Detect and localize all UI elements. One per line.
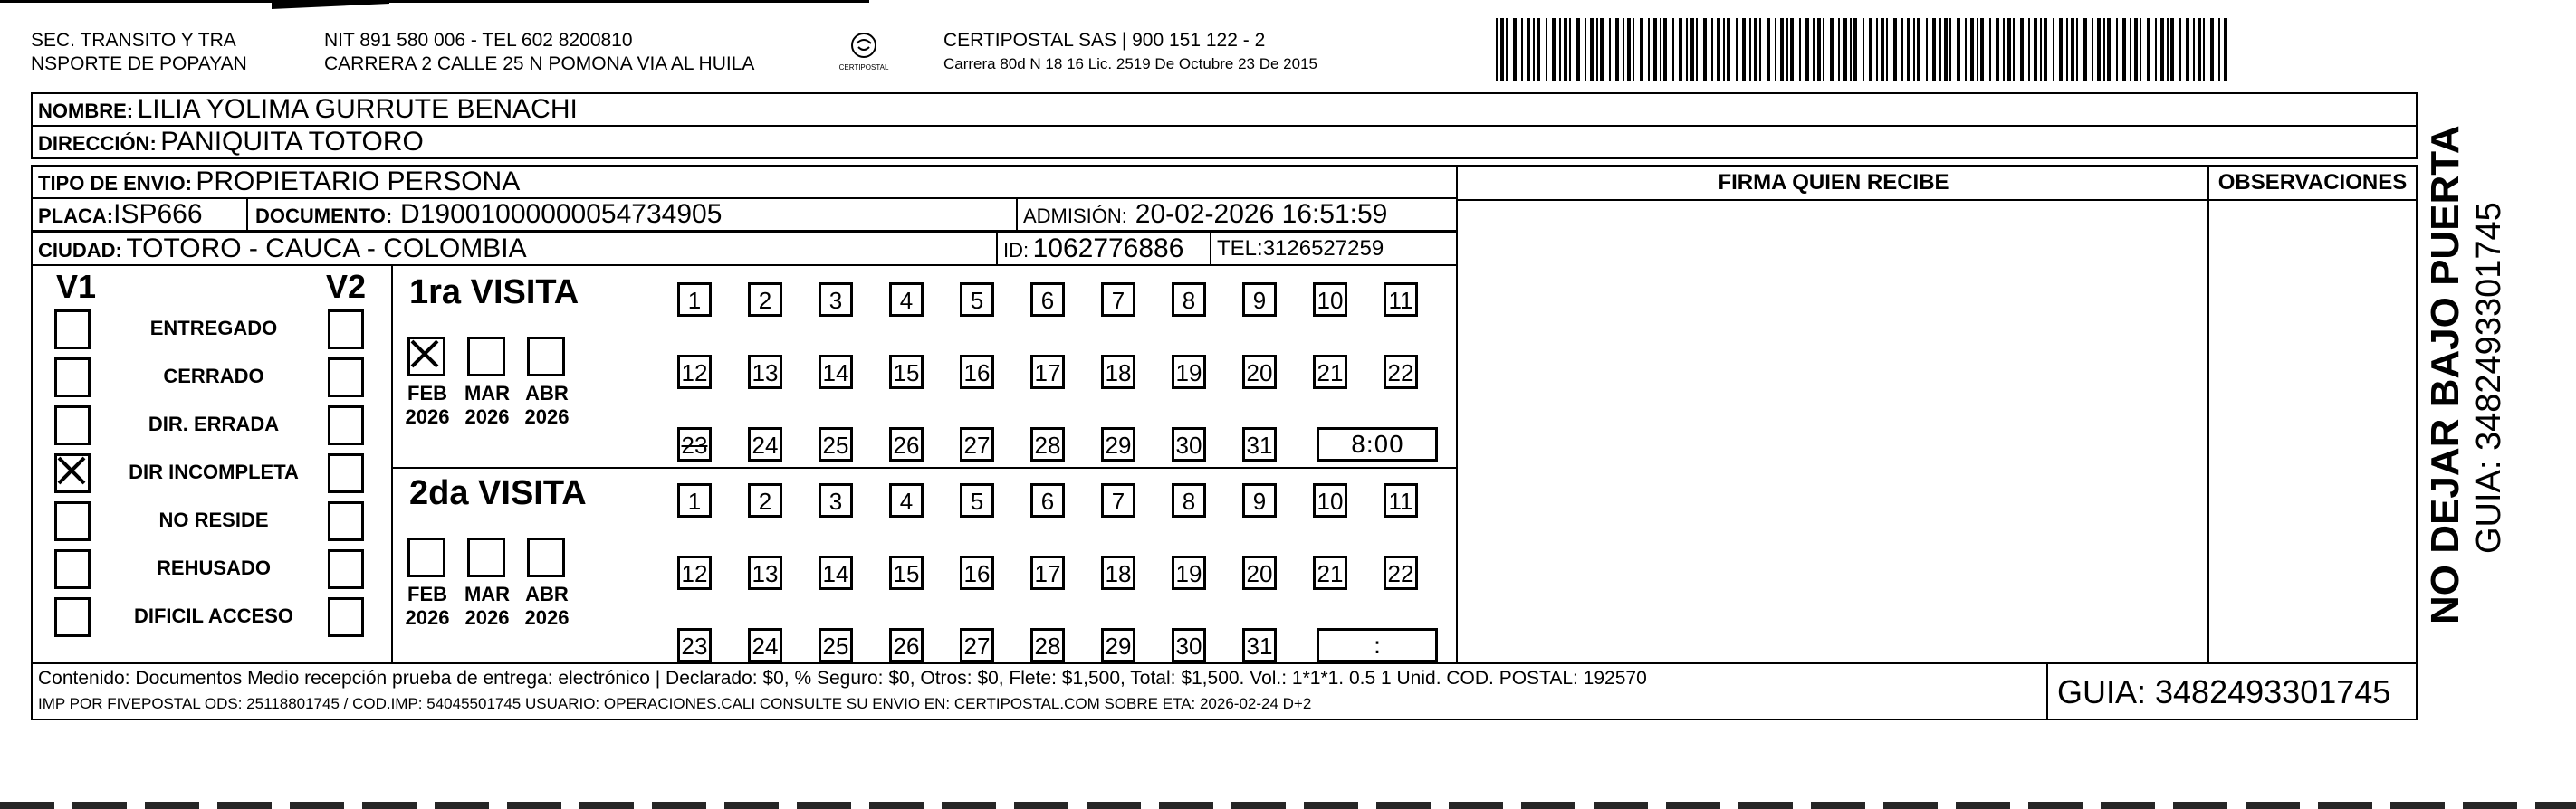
month-label	[520, 382, 574, 429]
barcode-bar	[2134, 18, 2138, 81]
month-checkbox[interactable]	[407, 337, 445, 376]
day-box[interactable]: 22	[1384, 556, 1418, 590]
barcode-bar	[1970, 18, 1974, 81]
month-checkbox[interactable]	[467, 538, 505, 577]
barcode-bar	[1546, 18, 1547, 81]
barcode-bar	[1876, 18, 1878, 81]
side-guia: GUIA: 3482493301745	[2470, 202, 2508, 554]
address-row	[31, 125, 2418, 159]
day-box[interactable]: 23	[677, 427, 712, 462]
barcode-bar	[1813, 18, 1815, 81]
status-label: DIR. ERRADA	[148, 413, 280, 435]
day-box[interactable]: 15	[889, 355, 924, 389]
day-box[interactable]: 19	[1172, 556, 1206, 590]
sender-line-1: SEC. TRANSITO Y TRA	[31, 30, 236, 51]
barcode-bar	[1533, 18, 1535, 81]
day-box[interactable]: 26	[889, 628, 924, 662]
month-year: 2026	[524, 606, 570, 629]
barcode-bar	[1609, 18, 1611, 81]
day-box[interactable]: 3	[819, 483, 853, 518]
barcode-bar	[1723, 18, 1725, 81]
barcode-bar	[1790, 18, 1794, 81]
company-block	[943, 29, 1317, 74]
barcode-bar	[1564, 18, 1567, 81]
barcode-bar	[2059, 18, 2063, 81]
barcode-bar	[2103, 18, 2105, 81]
day-box[interactable]: 31	[1242, 628, 1277, 662]
status-label: REHUSADO	[157, 557, 271, 579]
barcode-bar	[2040, 18, 2042, 81]
barcode-bar	[2083, 18, 2087, 81]
barcode-bar	[2028, 18, 2030, 81]
license-line: Carrera 80d N 18 16 Lic. 2519 De Octubre 23 De 2015	[943, 55, 1317, 72]
month-checkbox[interactable]	[527, 538, 565, 577]
status-label: DIFICIL ACCESO	[133, 604, 293, 627]
barcode-bar	[2224, 18, 2227, 81]
barcode-bar	[1742, 18, 1746, 81]
barcode-bar	[2167, 18, 2169, 81]
barcode-bar	[1648, 18, 1650, 81]
status-v1-checkbox[interactable]	[54, 549, 91, 589]
company-line: CERTIPOSTAL SAS | 900 151 122 - 2	[943, 30, 1266, 51]
observations-area	[2207, 165, 2418, 664]
barcode-bar	[2007, 18, 2011, 81]
barcode-bar	[1559, 18, 1561, 81]
day-box[interactable]: 1	[677, 282, 712, 317]
day-box[interactable]: 20	[1242, 355, 1277, 389]
barcode-bar	[1663, 18, 1667, 81]
barcode-bar	[2155, 18, 2157, 81]
content-line: Contenido: Documentos Medio recepción prueba de entrega: electrónico | Declarado: $0, % Seguro: $0, Otros: $0, Flete: $1,500, Total: $1,500. Vol.: 1*1*1. 0.5 1 Unid. COD. POSTAL: 192570	[38, 668, 1647, 689]
bottom-cut-line	[0, 802, 2576, 809]
barcode-bar	[2034, 18, 2037, 81]
barcode-bar	[1623, 18, 1624, 81]
barcode-bar	[1600, 18, 1604, 81]
month-name: ABR	[525, 583, 569, 605]
barcode-bar	[1640, 18, 1643, 81]
nit-line: NIT 891 580 006 - TEL 602 8200810	[324, 30, 633, 51]
barcode-bar	[1823, 18, 1824, 81]
id-label: ID:	[1003, 239, 1029, 262]
footer	[31, 662, 2418, 720]
barcode-bar	[1496, 18, 1498, 81]
time-box[interactable]: 8:00	[1317, 427, 1438, 462]
barcode-bar	[1633, 18, 1634, 81]
name-label: NOMBRE:	[38, 100, 134, 122]
barcode-bar	[1506, 18, 1508, 81]
barcode-bar	[1917, 18, 1920, 81]
barcode-bar	[1944, 18, 1948, 81]
status-v1-checkbox[interactable]	[54, 597, 91, 637]
document-label: DOCUMENTO:	[255, 205, 393, 227]
barcode-bar	[1863, 18, 1864, 81]
barcode-bar	[1838, 18, 1840, 81]
barcode-bar	[1881, 18, 1884, 81]
day-box[interactable]: 23	[677, 628, 712, 662]
type-label: TIPO DE ENVIO:	[38, 172, 192, 195]
status-v1-checkbox[interactable]	[54, 309, 91, 349]
day-box[interactable]: 2	[748, 483, 782, 518]
footer-guia: GUIA: 3482493301745	[2057, 673, 2391, 710]
barcode-bar	[1926, 18, 1928, 81]
day-box[interactable]: 13	[748, 355, 782, 389]
barcode-bar	[2066, 18, 2068, 81]
firma-label: FIRMA QUIEN RECIBE	[1718, 170, 1949, 195]
barcode-bar	[2003, 18, 2005, 81]
status-v2-checkbox[interactable]	[328, 405, 364, 445]
month-year: 2026	[405, 405, 450, 428]
no-dejar-warning: NO DEJAR BAJO PUERTA	[2423, 125, 2467, 624]
barcode-bar	[1805, 18, 1809, 81]
barcode-bar	[1569, 18, 1571, 81]
barcode-bar	[1537, 18, 1540, 81]
day-box[interactable]: 5	[960, 282, 994, 317]
time-box[interactable]: :	[1317, 628, 1438, 662]
day-box[interactable]: 7	[1101, 282, 1135, 317]
barcode-bar	[1736, 18, 1738, 81]
document-value: D19001000000054734905	[400, 199, 723, 229]
day-box[interactable]: 16	[960, 556, 994, 590]
barcode-bar	[1786, 18, 1788, 81]
day-box[interactable]: 8	[1172, 282, 1206, 317]
day-box[interactable]: 18	[1101, 556, 1135, 590]
day-box[interactable]: 6	[1030, 483, 1065, 518]
barcode-bar	[2097, 18, 2101, 81]
barcode-bar	[1521, 18, 1523, 81]
barcode-bar	[1690, 18, 1694, 81]
barcode-bar	[1552, 18, 1556, 81]
day-box[interactable]: 24	[748, 427, 782, 462]
status-v1-checkbox[interactable]	[54, 405, 91, 445]
barcode-bar	[1759, 18, 1761, 81]
name-row	[31, 92, 2418, 127]
logo-text: CERTIPOSTAL	[838, 63, 889, 71]
status-v2-checkbox[interactable]	[328, 453, 364, 493]
month-name: FEB	[407, 382, 447, 404]
day-box[interactable]: 11	[1384, 282, 1418, 317]
day-box[interactable]: 30	[1172, 427, 1206, 462]
day-box[interactable]: 14	[819, 355, 853, 389]
barcode-bar	[2170, 18, 2174, 81]
admission-value: 20-02-2026 16:51:59	[1135, 199, 1388, 229]
recipient-address: PANIQUITA TOTORO	[160, 127, 424, 157]
status-v1-checkbox[interactable]	[54, 357, 91, 397]
address-label: DIRECCIÓN:	[38, 132, 157, 155]
month-label	[400, 583, 455, 630]
barcode-bar	[2130, 18, 2131, 81]
barcode-bar	[1627, 18, 1631, 81]
barcode-bar	[2020, 18, 2024, 81]
barcode-bar	[2116, 18, 2118, 81]
barcode-bar	[2013, 18, 2015, 81]
month-name: ABR	[525, 382, 569, 404]
status-v2-checkbox[interactable]	[328, 597, 364, 637]
month-year: 2026	[524, 405, 570, 428]
month-label	[520, 583, 574, 630]
day-box[interactable]: 21	[1313, 355, 1347, 389]
visit-title: 1ra VISITA	[409, 273, 579, 311]
day-box[interactable]: 6	[1030, 282, 1065, 317]
month-checkbox[interactable]	[407, 538, 445, 577]
day-box[interactable]: 9	[1242, 282, 1277, 317]
month-year: 2026	[464, 606, 510, 629]
day-box[interactable]: 21	[1313, 556, 1347, 590]
barcode-bar	[2122, 18, 2126, 81]
day-box[interactable]: 12	[677, 355, 712, 389]
signature-area	[1456, 165, 2209, 664]
month-label	[460, 382, 514, 429]
barcode-bar	[1817, 18, 1821, 81]
barcode-bar	[1703, 18, 1707, 81]
barcode-bar	[1907, 18, 1910, 81]
tel-value: 3126527259	[1262, 236, 1384, 261]
barcode-bar	[1965, 18, 1967, 81]
tel-label: TEL:	[1217, 236, 1263, 261]
day-box[interactable]: 22	[1384, 355, 1418, 389]
day-box[interactable]: 13	[748, 556, 782, 590]
barcode-bar	[2160, 18, 2164, 81]
barcode-bar	[1980, 18, 1984, 81]
type-row	[31, 165, 1458, 199]
month-checkbox[interactable]	[527, 337, 565, 376]
barcode-bar	[1711, 18, 1713, 81]
day-box[interactable]: 12	[677, 556, 712, 590]
day-box[interactable]: 1	[677, 483, 712, 518]
plate-value: ISP666	[113, 199, 203, 229]
day-box[interactable]: 3	[819, 282, 853, 317]
barcode-bar	[1780, 18, 1784, 81]
barcode-bar	[1853, 18, 1857, 81]
status-v2-checkbox[interactable]	[328, 501, 364, 541]
certipostal-logo	[831, 27, 896, 81]
barcode-bar	[1679, 18, 1682, 81]
sender-block	[31, 29, 247, 76]
day-box[interactable]: 27	[960, 427, 994, 462]
status-v2-checkbox[interactable]	[328, 357, 364, 397]
shipment-type: PROPIETARIO PERSONA	[196, 167, 521, 196]
barcode-bar	[1660, 18, 1661, 81]
day-box[interactable]: 17	[1030, 556, 1065, 590]
admission-label: ADMISIÓN:	[1023, 205, 1127, 227]
day-box[interactable]: 8	[1172, 483, 1206, 518]
barcode-bar	[2076, 18, 2078, 81]
month-year: 2026	[405, 606, 450, 629]
day-box[interactable]: 15	[889, 556, 924, 590]
plate-row	[31, 197, 1458, 232]
day-box[interactable]: 29	[1101, 427, 1135, 462]
barcode-bar	[1843, 18, 1847, 81]
city-label: CIUDAD:	[38, 239, 122, 262]
day-box[interactable]: 10	[1313, 282, 1347, 317]
barcode-bar	[1672, 18, 1674, 81]
day-box[interactable]: 11	[1384, 483, 1418, 518]
barcode-bar	[1696, 18, 1698, 81]
barcode-bar	[1939, 18, 1941, 81]
barcode-bar	[1830, 18, 1834, 81]
barcode-bar	[2140, 18, 2141, 81]
day-box[interactable]: 26	[889, 427, 924, 462]
day-box[interactable]: 17	[1030, 355, 1065, 389]
barcode-bar	[1590, 18, 1594, 81]
barcode-bar	[2198, 18, 2201, 81]
barcode-bar	[1717, 18, 1720, 81]
barcode-bar	[1869, 18, 1872, 81]
day-box[interactable]: 31	[1242, 427, 1277, 462]
barcode-bar	[1596, 18, 1598, 81]
day-box[interactable]: 30	[1172, 628, 1206, 662]
barcode-bar	[1500, 18, 1504, 81]
day-box[interactable]: 24	[748, 628, 782, 662]
city-row	[31, 232, 1458, 266]
barcode-bar	[2044, 18, 2047, 81]
barcode-bar	[1727, 18, 1730, 81]
day-box[interactable]: 16	[960, 355, 994, 389]
day-box[interactable]: 10	[1313, 483, 1347, 518]
day-box[interactable]: 28	[1030, 628, 1065, 662]
status-v2-checkbox[interactable]	[328, 309, 364, 349]
barcode-bar	[2186, 18, 2189, 81]
barcode-bar	[1989, 18, 1991, 81]
barcode-bar	[1949, 18, 1951, 81]
barcode-bar	[2218, 18, 2220, 81]
plate-label: PLACA:	[38, 205, 114, 227]
barcode-bar	[1615, 18, 1619, 81]
barcode-bar	[2092, 18, 2093, 81]
barcode-bar	[1775, 18, 1776, 81]
barcode-bar	[2210, 18, 2214, 81]
barcode-bar	[1977, 18, 1978, 81]
day-box[interactable]: 29	[1101, 628, 1135, 662]
day-box[interactable]: 20	[1242, 556, 1277, 590]
status-label: DIR INCOMPLETA	[129, 461, 299, 483]
day-box[interactable]: 19	[1172, 355, 1206, 389]
barcode-bar	[1767, 18, 1770, 81]
barcode-bar	[2179, 18, 2181, 81]
nit-block	[324, 29, 754, 76]
barcode	[1496, 18, 2231, 81]
v2-label: V2	[326, 268, 367, 305]
month-year: 2026	[464, 405, 510, 428]
barcode-bar	[2147, 18, 2150, 81]
imp-line: IMP POR FIVEPOSTAL ODS: 25118801745 / COD.IMP: 54045501745 USUARIO: OPERACIONES.CALI CONSULTE SU ENVIO EN: CERTIPOSTAL.COM SOBRE ETA: 2026-02-24 D+2	[38, 695, 1312, 712]
barcode-bar	[1749, 18, 1751, 81]
barcode-bar	[1513, 18, 1517, 81]
barcode-bar	[2053, 18, 2054, 81]
barcode-bar	[1585, 18, 1586, 81]
barcode-bar	[1799, 18, 1801, 81]
day-box[interactable]: 14	[819, 556, 853, 590]
day-box[interactable]: 9	[1242, 483, 1277, 518]
status-v1-checkbox[interactable]	[54, 453, 91, 493]
barcode-bar	[2107, 18, 2111, 81]
barcode-bar	[1850, 18, 1852, 81]
month-name: MAR	[464, 382, 511, 404]
v1-label: V1	[56, 268, 97, 305]
barcode-bar	[1932, 18, 1936, 81]
barcode-bar	[1996, 18, 1999, 81]
barcode-bar	[2203, 18, 2205, 81]
barcode-bar	[1893, 18, 1897, 81]
status-label: NO RESIDE	[158, 509, 269, 531]
status-label: ENTREGADO	[149, 317, 278, 339]
visit-title: 2da VISITA	[409, 474, 587, 512]
barcode-bar	[1913, 18, 1915, 81]
barcode-bar	[1527, 18, 1530, 81]
day-box[interactable]: 7	[1101, 483, 1135, 518]
month-name: FEB	[407, 583, 447, 605]
barcode-bar	[1901, 18, 1903, 81]
month-checkbox[interactable]	[467, 337, 505, 376]
observations-label: OBSERVACIONES	[2217, 170, 2408, 195]
status-v1-checkbox[interactable]	[54, 501, 91, 541]
barcode-bar	[2071, 18, 2074, 81]
status-label: CERRADO	[163, 365, 264, 387]
day-box[interactable]: 5	[960, 483, 994, 518]
barcode-bar	[1653, 18, 1657, 81]
barcode-bar	[1686, 18, 1688, 81]
day-box[interactable]: 2	[748, 282, 782, 317]
day-box[interactable]: 27	[960, 628, 994, 662]
day-box[interactable]: 4	[889, 282, 924, 317]
barcode-bar	[1886, 18, 1888, 81]
barcode-bar	[1957, 18, 1960, 81]
month-label	[400, 382, 455, 429]
top-edge-line	[0, 0, 869, 3]
day-box[interactable]: 25	[819, 628, 853, 662]
day-box[interactable]: 4	[889, 483, 924, 518]
barcode-bar	[1754, 18, 1757, 81]
day-box[interactable]: 25	[819, 427, 853, 462]
day-box[interactable]: 18	[1101, 355, 1135, 389]
month-label	[460, 583, 514, 630]
id-value: 1062776886	[1032, 233, 1184, 263]
day-box[interactable]: 28	[1030, 427, 1065, 462]
address-line: CARRERA 2 CALLE 25 N POMONA VIA AL HUILA	[324, 53, 755, 74]
barcode-bar	[1576, 18, 1580, 81]
city-value: TOTORO - CAUCA - COLOMBIA	[126, 233, 527, 263]
month-name: MAR	[464, 583, 511, 605]
status-v2-checkbox[interactable]	[328, 549, 364, 589]
sender-line-2: NSPORTE DE POPAYAN	[31, 53, 247, 74]
recipient-name: LILIA YOLIMA GURRUTE BENACHI	[137, 94, 578, 124]
barcode-bar	[2193, 18, 2195, 81]
